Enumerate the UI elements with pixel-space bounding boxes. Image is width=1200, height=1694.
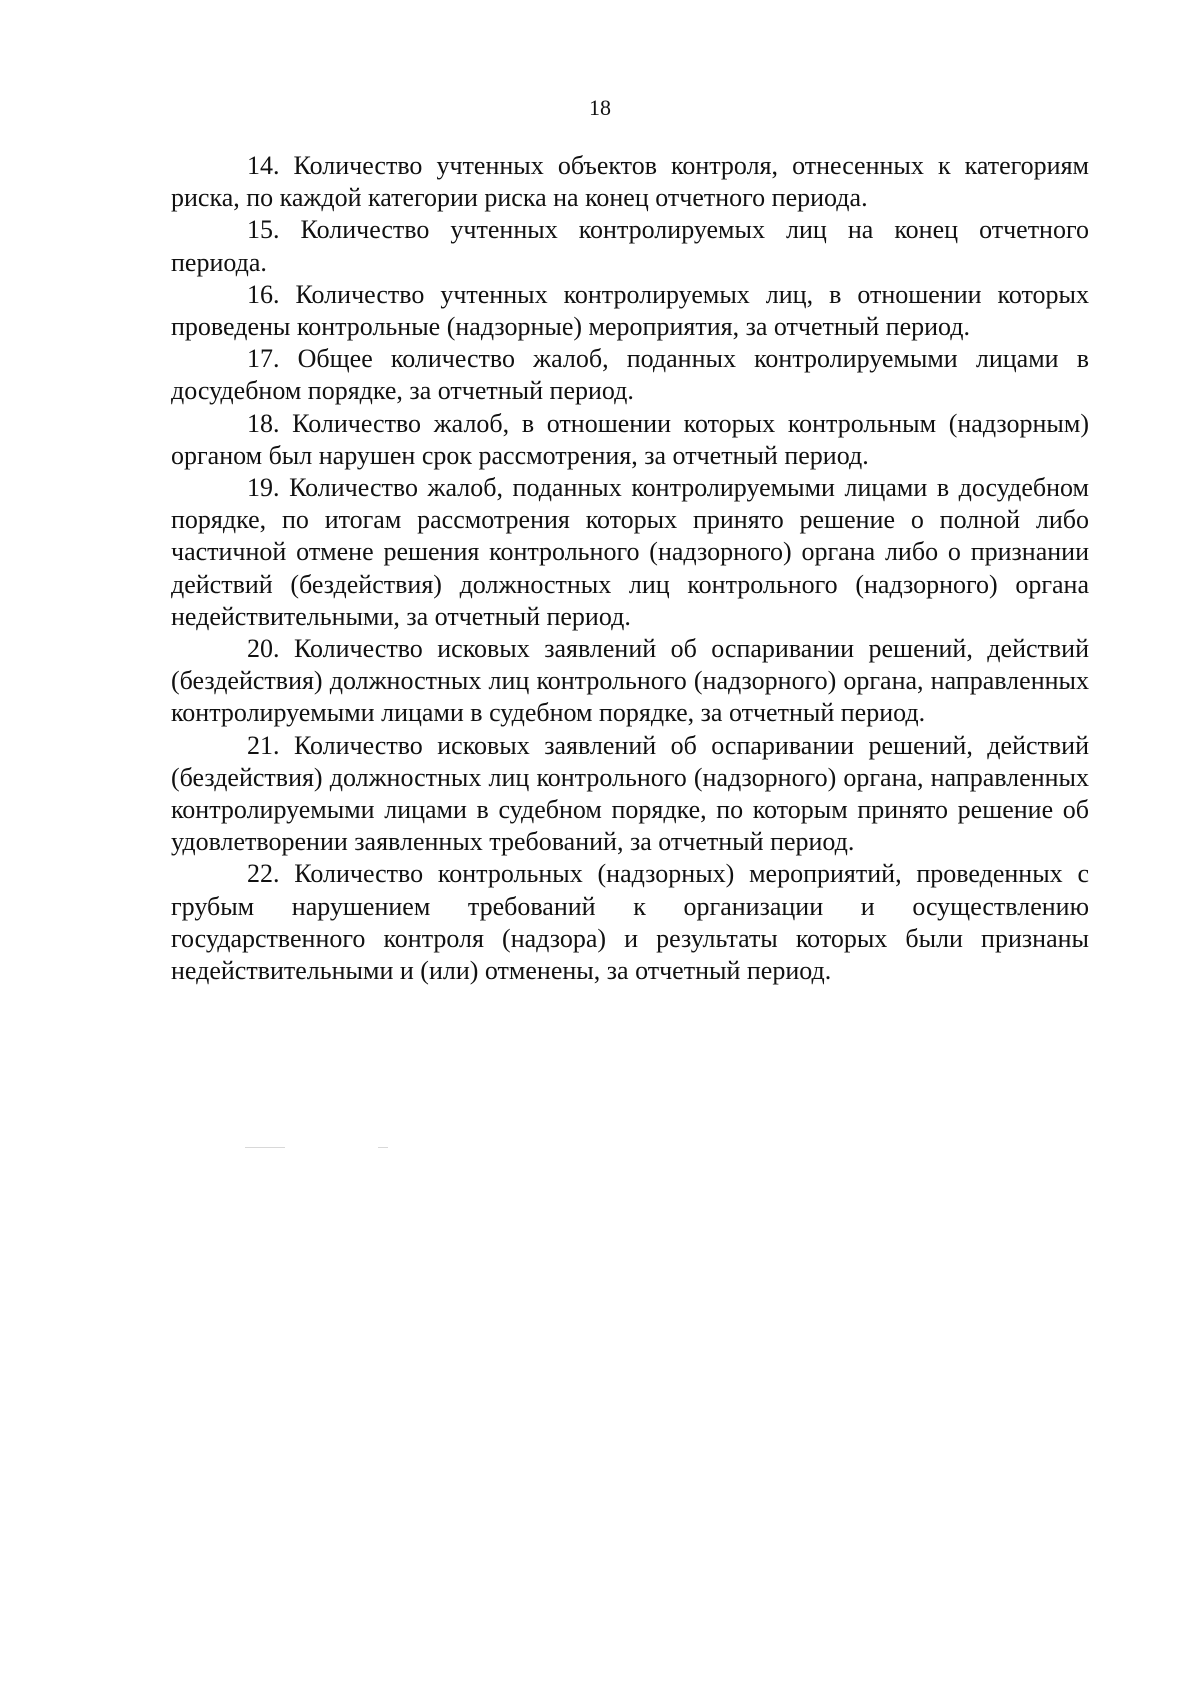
list-item-16: 16. Количество учтенных контролируемых лиц, в отношении которых проведены контрольные (надзорные) мероприятия, за отчетный период. — [171, 279, 1089, 342]
list-item-21: 21. Количество исковых заявлений об оспаривании решений, действий (бездействия) должностных лиц контрольного (надзорного) органа, направленных контролируемыми лицами в судебном порядке, по которым принято решение об удовлетворении заявленных требований, за отчетный период. — [171, 730, 1089, 857]
page-number: 18 — [589, 95, 611, 120]
list-item-22: 22. Количество контрольных (надзорных) мероприятий, проведенных с грубым нарушением требований к организации и осуществлению государственного контроля (надзора) и результаты которых были признаны недействительными и (или) отменены, за отчетный период. — [171, 859, 1089, 986]
list-item-14: 14. Количество учтенных объектов контроля, отнесенных к категориям риска, по каждой категории риска на конец отчетного периода. — [171, 151, 1089, 213]
list-item-20: 20. Количество исковых заявлений об оспаривании решений, действий (бездействия) должностных лиц контрольного (надзорного) органа, направленных контролируемыми лицами в судебном порядке, за отчетный период. — [171, 634, 1089, 728]
document-body — [171, 150, 1089, 987]
scan-artifact-line — [245, 1147, 285, 1148]
scan-artifact-line — [378, 1147, 388, 1148]
list-item-19: 19. Количество жалоб, поданных контролируемыми лицами в досудебном порядке, по итогам рассмотрения которых принято решение о полной либо частичной отмене решения контрольного (надзорного) органа либо о признании действий (бездействия) должностных лиц контрольного (надзорного) органа недействительными, за отчетный период. — [171, 473, 1089, 631]
list-item-15: 15. Количество учтенных контролируемых лиц на конец отчетного периода. — [171, 215, 1089, 277]
list-item-18: 18. Количество жалоб, в отношении которых контрольным (надзорным) органом был нарушен срок рассмотрения, за отчетный период. — [171, 408, 1089, 470]
list-item-17: 17. Общее количество жалоб, поданных контролируемыми лицами в досудебном порядке, за отчетный период. — [171, 344, 1089, 406]
